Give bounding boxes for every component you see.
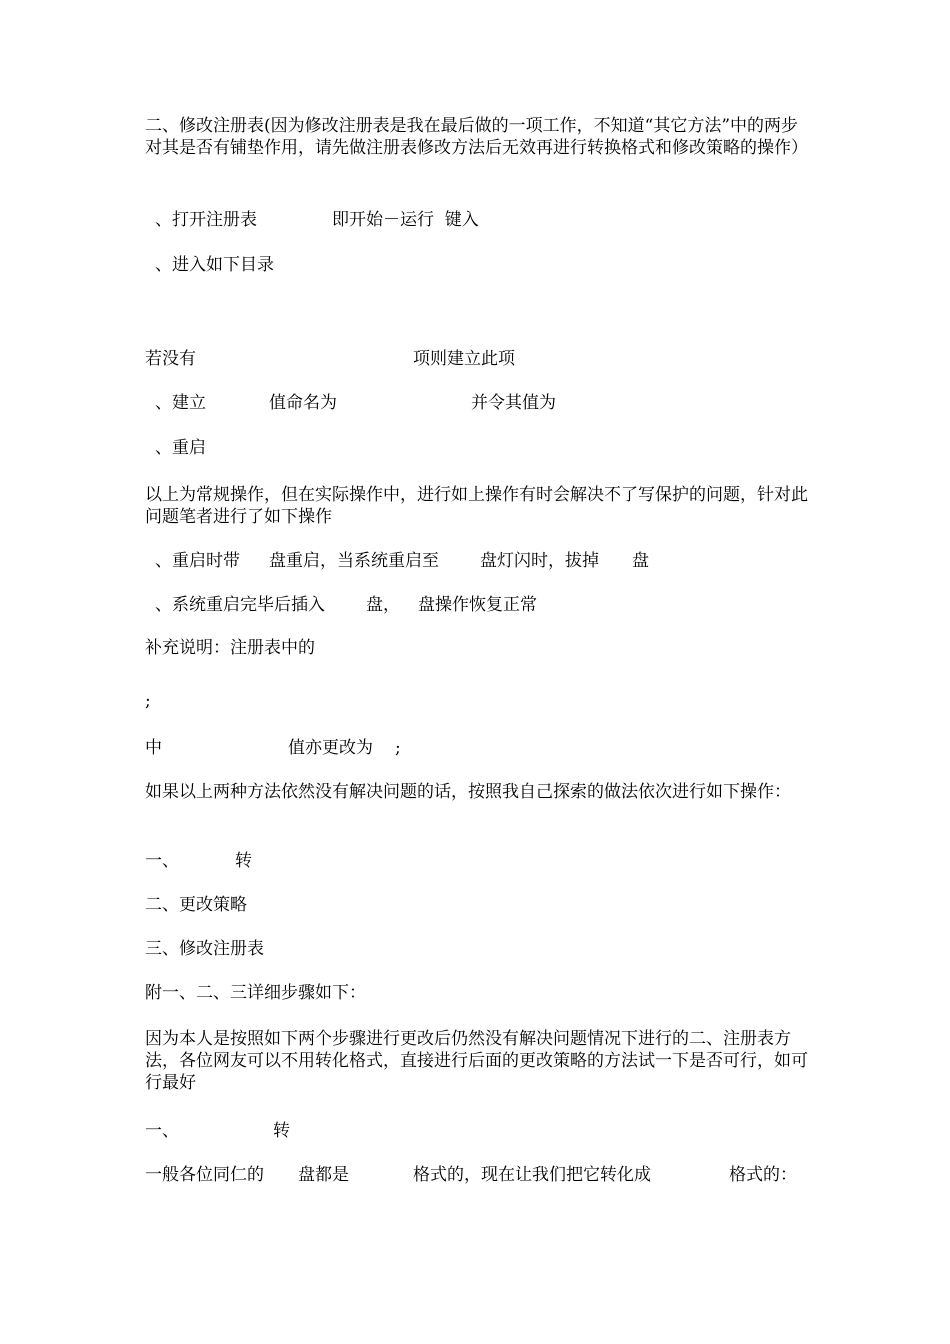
- step-reinsert-usb-c: 盘操作恢复正常: [418, 595, 537, 615]
- value-change-b: 值亦更改为: [288, 738, 373, 758]
- list-item-convert-text: 转: [235, 851, 252, 871]
- step-restart-with-usb: [155, 550, 675, 572]
- detailed-steps-heading: 附一、二、三详细步骤如下：: [145, 983, 366, 1003]
- step-restart: 、重启: [155, 438, 206, 458]
- step-open-registry-label: 、打开注册表: [155, 210, 257, 230]
- step-open-registry: [155, 209, 655, 231]
- list-item-convert: [145, 850, 665, 872]
- supplementary-note: 补充说明：注册表中的: [145, 638, 315, 658]
- step-restart-with-usb-d: 盘: [632, 551, 649, 571]
- step-reinsert-usb: [155, 594, 675, 616]
- step-create-value-set: 并令其值为: [471, 393, 556, 413]
- step-enter-directory: 、进入如下目录: [155, 255, 274, 275]
- format-conversion-a: 一般各位同仁的: [145, 1165, 264, 1185]
- step-create-value-name: 值命名为: [269, 393, 337, 413]
- step-create-value-label: 、建立: [155, 393, 206, 413]
- paragraph-registry-intro: 二、修改注册表(因为修改注册表是我在最后做的一项工作，不知道“其它方法”中的两步对其是否有铺垫作用，请先做注册表修改方法后无效再进行转换格式和修改策略的操作）: [145, 116, 808, 158]
- list-item-policy: 二、更改策略: [145, 895, 247, 915]
- section-convert-number: 一、: [145, 1121, 179, 1141]
- step-create-key-label: 若没有: [145, 349, 196, 369]
- value-change-line: [145, 737, 665, 759]
- step-create-key-detail: 项则建立此项: [413, 349, 515, 369]
- step-restart-with-usb-a: 、重启时带: [155, 551, 240, 571]
- list-item-registry: 三、修改注册表: [145, 939, 264, 959]
- format-conversion-d: 格式的：: [729, 1165, 797, 1185]
- paragraph-regular-operation: 以上为常规操作，但在实际操作中，进行如上操作有时会解决不了写保护的问题，针对此问题笔者进行了如下操作: [145, 485, 808, 527]
- step-reinsert-usb-a: 、系统重启完毕后插入: [155, 595, 325, 615]
- step-open-registry-detail: 即开始－运行 键入: [332, 210, 479, 230]
- section-convert-heading: [145, 1120, 665, 1142]
- value-change-a: 中: [145, 738, 162, 758]
- step-create-value: [155, 392, 655, 414]
- paragraph-format-conversion: [145, 1164, 810, 1186]
- paragraph-author-note: 因为本人是按照如下两个步骤进行更改后仍然没有解决问题情况下进行的二、注册表方法，各位网友可以不用转化格式，直接进行后面的更改策略的方法试一下是否可行，如可行最好: [145, 1029, 808, 1093]
- step-create-key: [145, 348, 645, 370]
- step-restart-with-usb-c: 盘灯闪时，拔掉: [480, 551, 599, 571]
- step-reinsert-usb-b: 盘，: [366, 595, 400, 615]
- step-restart-with-usb-b: 盘重启，当系统重启至: [269, 551, 439, 571]
- value-change-c: ;: [395, 738, 401, 758]
- list-item-convert-number: 一、: [145, 851, 179, 871]
- semicolon-line: ;: [145, 691, 151, 711]
- format-conversion-c: 格式的，现在让我们把它转化成: [413, 1165, 651, 1185]
- section-convert-text: 转: [273, 1121, 290, 1141]
- paragraph-further-steps: 如果以上两种方法依然没有解决问题的话，按照我自己探索的做法依次进行如下操作：: [145, 782, 791, 802]
- format-conversion-b: 盘都是: [298, 1165, 349, 1185]
